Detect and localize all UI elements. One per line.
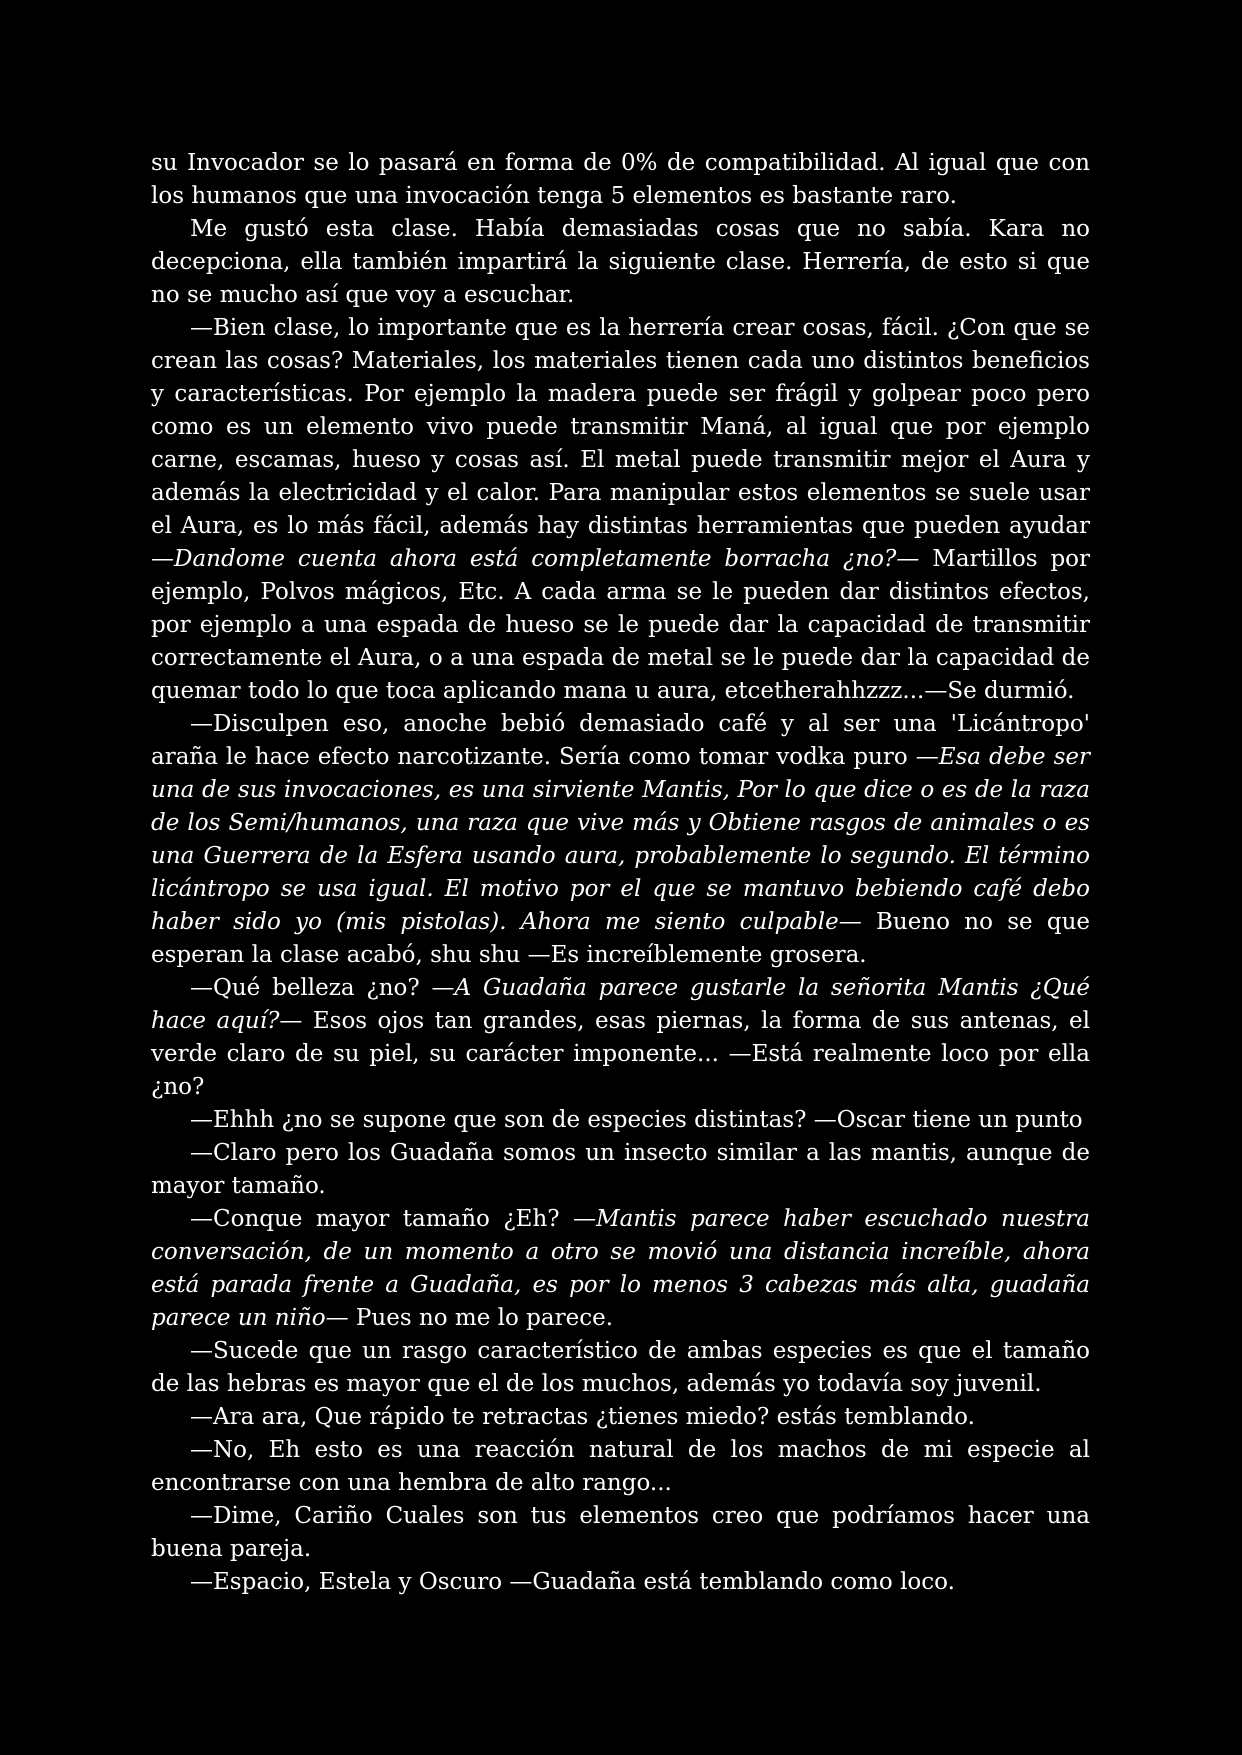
paragraph: [151, 972, 1090, 1104]
paragraph: [151, 1104, 1090, 1137]
paragraph: [151, 147, 1090, 213]
paragraph-italic-run: —Esa debe ser una de sus invocaciones, es una sirviente Mantis, Por lo que dice o es de la raza de los Semi/humanos, una raza que vive más y Obtiene rasgos de animales o es una Guerrera de la Esfera usando aura, probablemente lo segundo. El término licántropo se usa igual. El motivo por el que se mantuvo bebiendo café debo haber sido yo (mis pistolas). Ahora me siento culpable—: [151, 744, 1090, 935]
paragraph-run: Martillos por ejemplo, Polvos mágicos, Etc. A cada arma se le pueden dar distintos efectos, por ejemplo a una espada de hueso se le puede dar la capacidad de transmitir correctamente el Aura, o a una espada de metal se le puede dar la capacidad de quemar todo lo que toca aplicando mana u aura, etcetherahhzzz...—Se durmió.: [151, 546, 1091, 704]
paragraph-run: —Qué belleza ¿no?: [190, 975, 432, 1001]
paragraph-run: Me gustó esta clase. Había demasiadas cosas que no sabía. Kara no decepciona, ella también impartirá la siguiente clase. Herrería, de esto si que no se mucho así que voy a escuchar.: [151, 216, 1090, 308]
paragraph-run: Pues no me lo parece.: [348, 1305, 614, 1331]
paragraph-run: —Dime, Cariño Cuales son tus elementos creo que podríamos hacer una buena pareja.: [151, 1503, 1090, 1562]
paragraph: [151, 1566, 1090, 1599]
paragraph-run: su Invocador se lo pasará en forma de 0% de compatibilidad. Al igual que con los humanos que una invocación tenga 5 elementos es bastante raro.: [151, 150, 1090, 209]
paragraph-run: Bueno no se que esperan la clase acabó, shu shu —Es increíblemente grosera.: [151, 909, 1091, 968]
paragraph-run: —Claro pero los Guadaña somos un insecto similar a las mantis, aunque de mayor tamaño.: [151, 1140, 1090, 1199]
paragraph: [151, 1335, 1090, 1401]
paragraph-italic-run: —Mantis parece haber escuchado nuestra conversación, de un momento a otro se movió una distancia increíble, ahora está parada frente a Guadaña, es por lo menos 3 cabezas más alta, guadaña parece un niño—: [151, 1206, 1090, 1331]
paragraph: [151, 213, 1090, 312]
paragraph-run: —No, Eh esto es una reacción natural de los machos de mi especie al encontrarse con una hembra de alto rango...: [151, 1437, 1090, 1496]
paragraph: [151, 1500, 1090, 1566]
paragraph: [151, 1203, 1090, 1335]
paragraph-run: —Bien clase, lo importante que es la herrería crear cosas, fácil. ¿Con que se crean las cosas? Materiales, los materiales tienen cada uno distintos beneficios y características. Por ejemplo la madera puede ser frágil y golpear poco pero como es un elemento vivo puede transmitir Maná, al igual que por ejemplo carne, escamas, hueso y cosas así. El metal puede transmitir mejor el Aura y además la electricidad y el calor. Para manipular estos elementos se suele usar el Aura, es lo más fácil, además hay distintas herramientas que pueden ayudar: [151, 315, 1090, 539]
paragraph-run: —Conque mayor tamaño ¿Eh?: [190, 1206, 574, 1232]
paragraph: [151, 708, 1090, 972]
paragraph-italic-run: —Dandome cuenta ahora está completamente borracha ¿no?—: [151, 546, 920, 572]
paragraph: [151, 1137, 1090, 1203]
paragraph-run: —Disculpen eso, anoche bebió demasiado café y al ser una 'Licántropo' araña le hace efecto narcotizante. Sería como tomar vodka puro: [151, 711, 1090, 770]
paragraph-run: —Ehhh ¿no se supone que son de especies distintas? —Oscar tiene un punto: [190, 1107, 1083, 1133]
paragraph: [151, 312, 1090, 708]
paragraph-italic-run: —A Guadaña parece gustarle la señorita Mantis ¿Qué hace aquí?—: [151, 975, 1090, 1034]
paragraph-run: —Ara ara, Que rápido te retractas ¿tienes miedo? estás temblando.: [190, 1404, 975, 1430]
paragraph-run: —Sucede que un rasgo característico de ambas especies es que el tamaño de las hebras es mayor que el de los muchos, además yo todavía soy juvenil.: [151, 1338, 1090, 1397]
paragraph-run: Esos ojos tan grandes, esas piernas, la forma de sus antenas, el verde claro de su piel, su carácter imponente... —Está realmente loco por ella ¿no?: [151, 1008, 1090, 1100]
paragraph-run: —Espacio, Estela y Oscuro —Guadaña está temblando como loco.: [190, 1569, 955, 1595]
text-column: [151, 147, 1090, 1599]
paragraph: [151, 1401, 1090, 1434]
paragraph: [151, 1434, 1090, 1500]
